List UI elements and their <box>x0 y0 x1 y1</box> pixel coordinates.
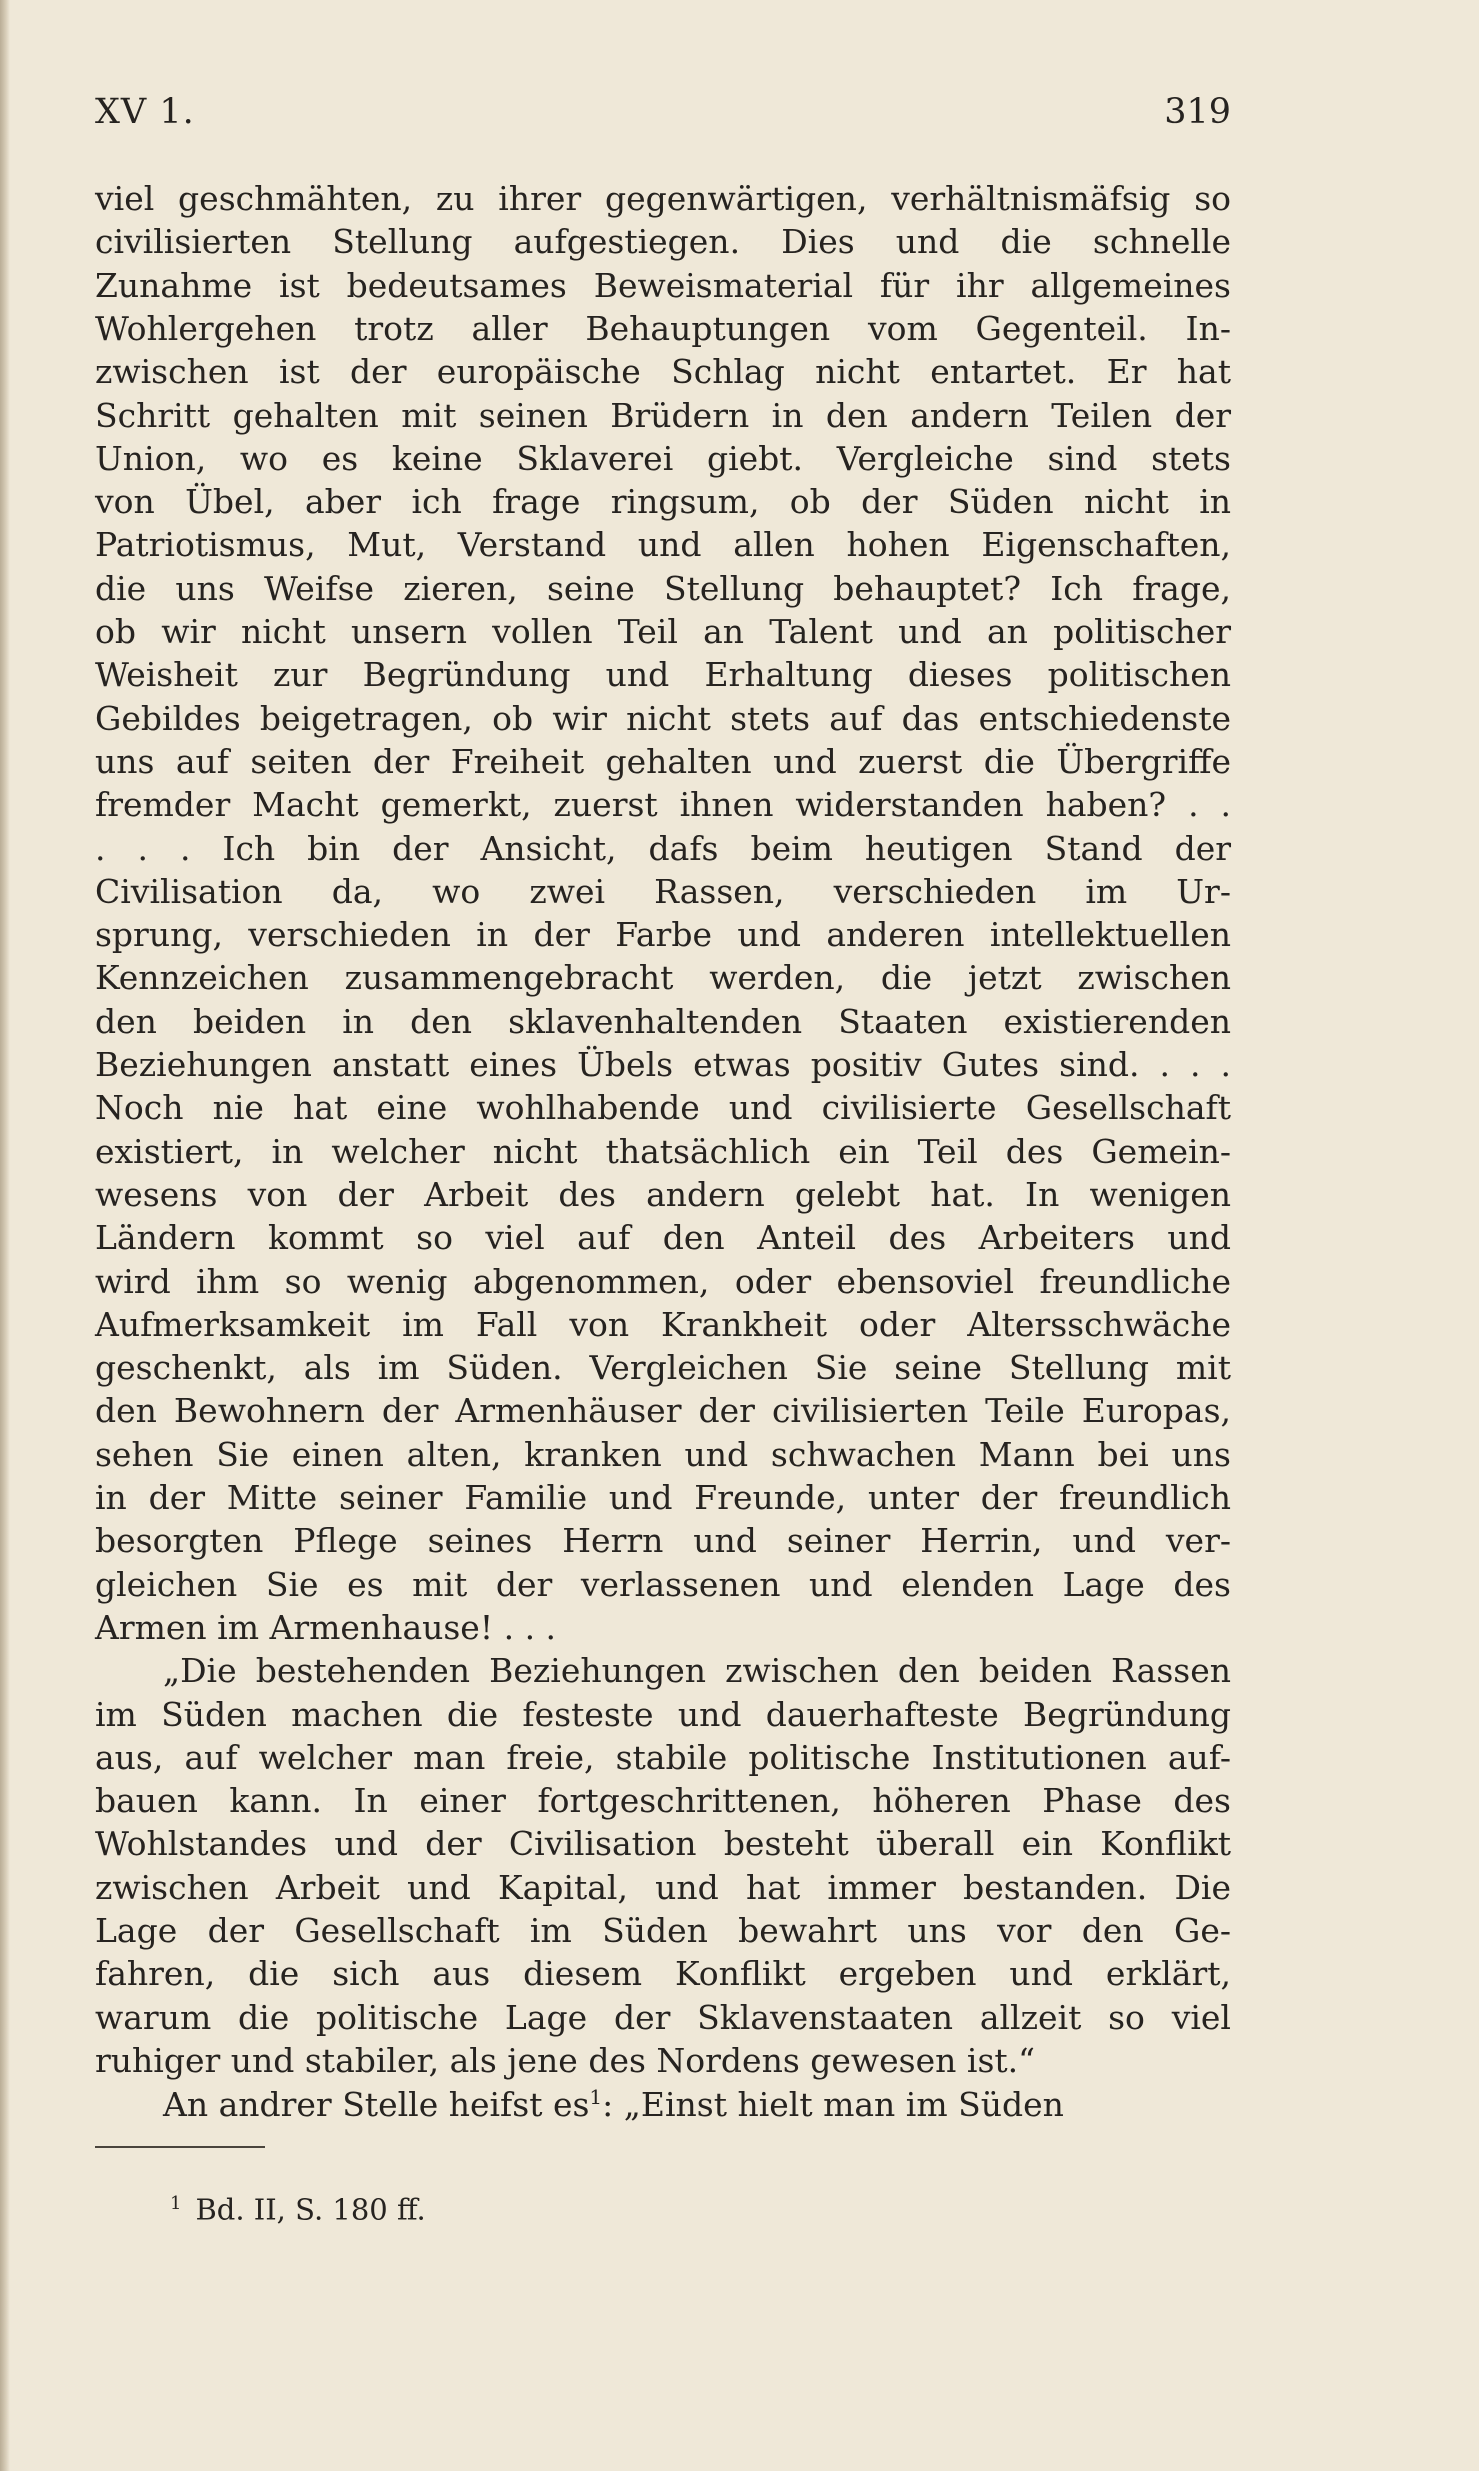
text-line: Weisheit zur Begründung und Erhaltung dieses politischen <box>95 655 1231 694</box>
text-line: . . . Ich bin der Ansicht, dafs beim heutigen Stand der <box>95 829 1231 868</box>
footnote-marker: 1 <box>170 2193 182 2214</box>
text-line: den Bewohnern der Armenhäuser der civilisierten Teile Europas, <box>95 1391 1231 1430</box>
text-line-part: : „Einst hielt man im Süden <box>602 2085 1064 2124</box>
text-line: Civilisation da, wo zwei Rassen, verschieden im Ur- <box>95 872 1231 911</box>
text-line: wesens von der Arbeit des andern gelebt hat. In wenigen <box>95 1175 1231 1214</box>
footnote-text: Bd. II, S. 180 ff. <box>195 2192 426 2227</box>
text-line: Union, wo es keine Sklaverei giebt. Vergleiche sind stets <box>95 439 1231 478</box>
page-binding-edge <box>0 0 10 2471</box>
text-line: existiert, in welcher nicht thatsächlich ein Teil des Gemein- <box>95 1132 1231 1171</box>
signature-mark: XV 1. <box>95 92 195 132</box>
text-line: ob wir nicht unsern vollen Teil an Talent und an politischer <box>95 612 1231 651</box>
text-line: Armen im Armenhause! . . . <box>95 1608 557 1647</box>
text-line: Schritt gehalten mit seinen Brüdern in den andern Teilen der <box>95 396 1231 435</box>
text-line: sprung, verschieden in der Farbe und anderen intellektuellen <box>95 915 1231 954</box>
text-line: fahren, die sich aus diesem Konflikt ergeben und erklärt, <box>95 1954 1231 1993</box>
text-line: Aufmerksamkeit im Fall von Krankheit oder Altersschwäche <box>95 1305 1231 1344</box>
page-number: 319 <box>1164 92 1231 132</box>
text-line: viel geschmähten, zu ihrer gegenwärtigen, verhältnismäfsig so <box>95 179 1231 218</box>
text-line: civilisierten Stellung aufgestiegen. Dies und die schnelle <box>95 222 1231 261</box>
text-line: Beziehungen anstatt eines Übels etwas positiv Gutes sind. . . . <box>95 1045 1231 1084</box>
text-line: warum die politische Lage der Sklavenstaaten allzeit so viel <box>95 1998 1231 2037</box>
text-line-part: An andrer Stelle heifst es <box>163 2085 590 2124</box>
text-line: den beiden in den sklavenhaltenden Staaten existierenden <box>95 1002 1231 1041</box>
text-line: von Übel, aber ich frage ringsum, ob der Süden nicht in <box>95 482 1231 521</box>
text-line: Kennzeichen zusammengebracht werden, die jetzt zwischen <box>95 958 1231 997</box>
text-line: Gebildes beigetragen, ob wir nicht stets auf das entschiedenste <box>95 699 1231 738</box>
text-line-footnoted <box>95 2076 1231 2124</box>
text-line: fremder Macht gemerkt, zuerst ihnen widerstanden haben? . . <box>95 785 1231 824</box>
text-line: aus, auf welcher man freie, stabile politische Institutionen auf- <box>95 1738 1231 1777</box>
text-line: zwischen Arbeit und Kapital, und hat immer bestanden. Die <box>95 1868 1231 1907</box>
footnote <box>170 2186 426 2228</box>
text-line: geschenkt, als im Süden. Vergleichen Sie seine Stellung mit <box>95 1348 1231 1387</box>
text-line: „Die bestehenden Beziehungen zwischen den beiden Rassen <box>163 1651 1231 1690</box>
text-line: Zunahme ist bedeutsames Beweismaterial für ihr allgemeines <box>95 266 1231 305</box>
text-line: Patriotismus, Mut, Verstand und allen hohen Eigenschaften, <box>95 525 1231 564</box>
text-line: Wohlstandes und der Civilisation besteht überall ein Konflikt <box>95 1824 1231 1863</box>
text-line: bauen kann. In einer fortgeschrittenen, höheren Phase des <box>95 1781 1231 1820</box>
running-head <box>95 92 1231 132</box>
text-line: ruhiger und stabiler, als jene des Nordens gewesen ist.“ <box>95 2041 1036 2080</box>
text-line: Ländern kommt so viel auf den Anteil des Arbeiters und <box>95 1218 1231 1257</box>
text-line: gleichen Sie es mit der verlassenen und elenden Lage des <box>95 1565 1231 1604</box>
footnote-rule <box>95 2146 265 2148</box>
text-line: zwischen ist der europäische Schlag nicht entartet. Er hat <box>95 352 1231 391</box>
text-line: Lage der Gesellschaft im Süden bewahrt uns vor den Ge- <box>95 1911 1231 1950</box>
footnote-reference: 1 <box>589 2085 603 2109</box>
text-line: die uns Weifse zieren, seine Stellung behauptet? Ich frage, <box>95 569 1231 608</box>
text-line: besorgten Pflege seines Herrn und seiner Herrin, und ver- <box>95 1521 1231 1560</box>
text-line: im Süden machen die festeste und dauerhafteste Begründung <box>95 1695 1231 1734</box>
text-line: in der Mitte seiner Familie und Freunde, unter der freundlich <box>95 1478 1231 1517</box>
text-line: Noch nie hat eine wohlhabende und civilisierte Gesellschaft <box>95 1088 1231 1127</box>
text-line: uns auf seiten der Freiheit gehalten und zuerst die Übergriffe <box>95 742 1231 781</box>
text-line: sehen Sie einen alten, kranken und schwachen Mann bei uns <box>95 1435 1231 1474</box>
text-line: Wohlergehen trotz aller Behauptungen vom Gegenteil. In- <box>95 309 1231 348</box>
text-line: wird ihm so wenig abgenommen, oder ebensoviel freundliche <box>95 1262 1231 1301</box>
